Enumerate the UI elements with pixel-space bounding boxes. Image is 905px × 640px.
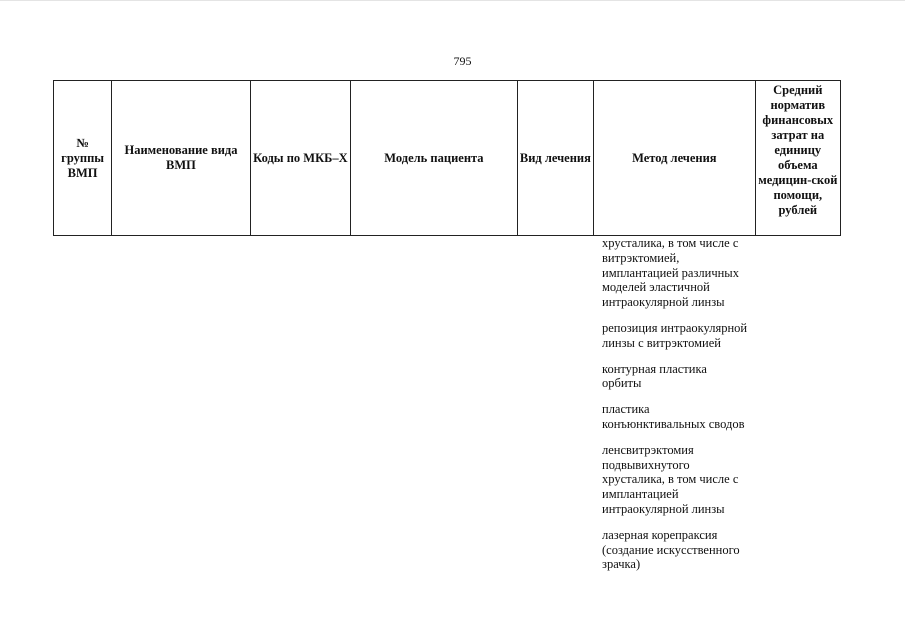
method-item: пластика конъюнктивальных сводов <box>602 402 745 431</box>
page-number: 795 <box>453 54 472 68</box>
header-row <box>54 81 841 236</box>
header-treatment-method: Метод лечения <box>594 81 756 236</box>
page-top-edge <box>0 0 905 1</box>
header-patient-model: Модель пациента <box>351 81 518 236</box>
header-icd-codes: Коды по МКБ–Х <box>250 81 350 236</box>
method-item: хрусталика, в том числе с витрэктомией, имплантацией различных моделей эластичной интраокулярной линзы <box>602 236 739 310</box>
method-item: ленсвитрэктомия подвывихнутого хрусталика, в том числе с имплантацией интраокулярной линзы <box>602 442 739 516</box>
method-item: репозиция интраокулярной линзы с витрэктомией <box>602 320 748 350</box>
header-vmp-name: Наименование вида ВМП <box>112 81 251 236</box>
header-average-cost: Средний норматив финансовых затрат на единицу объема медицин-ской помощи, рублей <box>755 81 840 236</box>
header-group-number: № группы ВМП <box>54 81 112 236</box>
header-table <box>53 80 841 236</box>
treatment-method-list <box>602 236 760 583</box>
method-item: лазерная корепраксия (создание искусственного зрачка) <box>602 527 740 572</box>
method-item: контурная пластика орбиты <box>602 361 707 391</box>
header-treatment-type: Вид лечения <box>517 81 593 236</box>
